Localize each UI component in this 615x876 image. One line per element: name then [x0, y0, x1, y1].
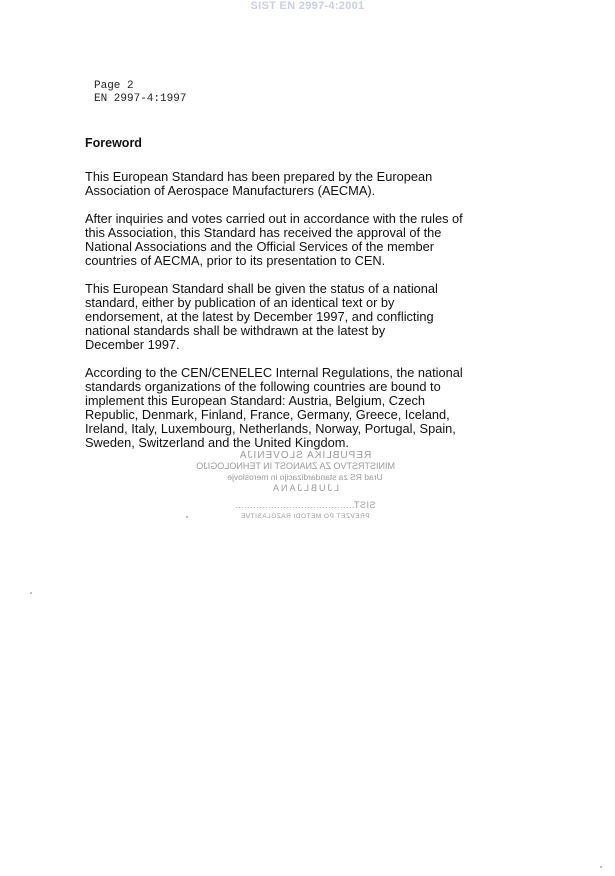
page-header: [94, 80, 186, 106]
page-number: Page 2: [94, 80, 134, 92]
paragraph-1: This European Standard has been prepared by the European Association of Aerospace Manufacturers (AECMA).: [85, 169, 433, 198]
paragraph-4: According to the CEN/CENELEC Internal Regulations, the national standards organizations of the following countries are bound to implement this European Standard: Austria, Belgium, Czech Republic, Denmark, Finland, France, Germany, Greece, Iceland, Ireland, Italy, Luxembourg, Netherlands, Norway, Portugal, Spain, Sweden, Switzerland and the United Kingdom.: [85, 365, 463, 450]
stamp-line: Urad RS za standardizacijo in meroslovje: [227, 472, 383, 482]
stamp-line: LJUBLJANA: [270, 483, 340, 493]
paragraph-3: This European Standard shall be given the status of a national standard, either by publication of an identical text or by endorsement, at the latest by December 1997, and conflicting national standards shall be withdrawn at the latest by December 1997.: [85, 281, 438, 352]
watermark: SIST EN 2997-4:2001: [250, 0, 365, 12]
paragraph-2: After inquiries and votes carried out in accordance with the rules of this Association, this Standard has received the approval of the National Associations and the Official Services of the member countries of AECMA, prior to its presentation to CEN.: [85, 211, 463, 268]
stamp-line: REPUBLIKA SLOVENIJA: [238, 450, 372, 461]
official-stamp: [196, 450, 395, 522]
scan-speck: [600, 866, 602, 868]
stamp-line: MINISTRSTVO ZA ZNANOST IN TEHNOLOGIJO: [196, 461, 395, 471]
stamp-line: SIST........................................: [234, 500, 376, 510]
document-id: EN 2997-4:1997: [94, 93, 187, 105]
stamp-line: PREVZET PO METODI RAZGLASITVE: [240, 513, 370, 520]
section-title: Foreword: [85, 136, 142, 150]
scan-speck: [30, 592, 32, 594]
scan-speck: [186, 516, 188, 518]
